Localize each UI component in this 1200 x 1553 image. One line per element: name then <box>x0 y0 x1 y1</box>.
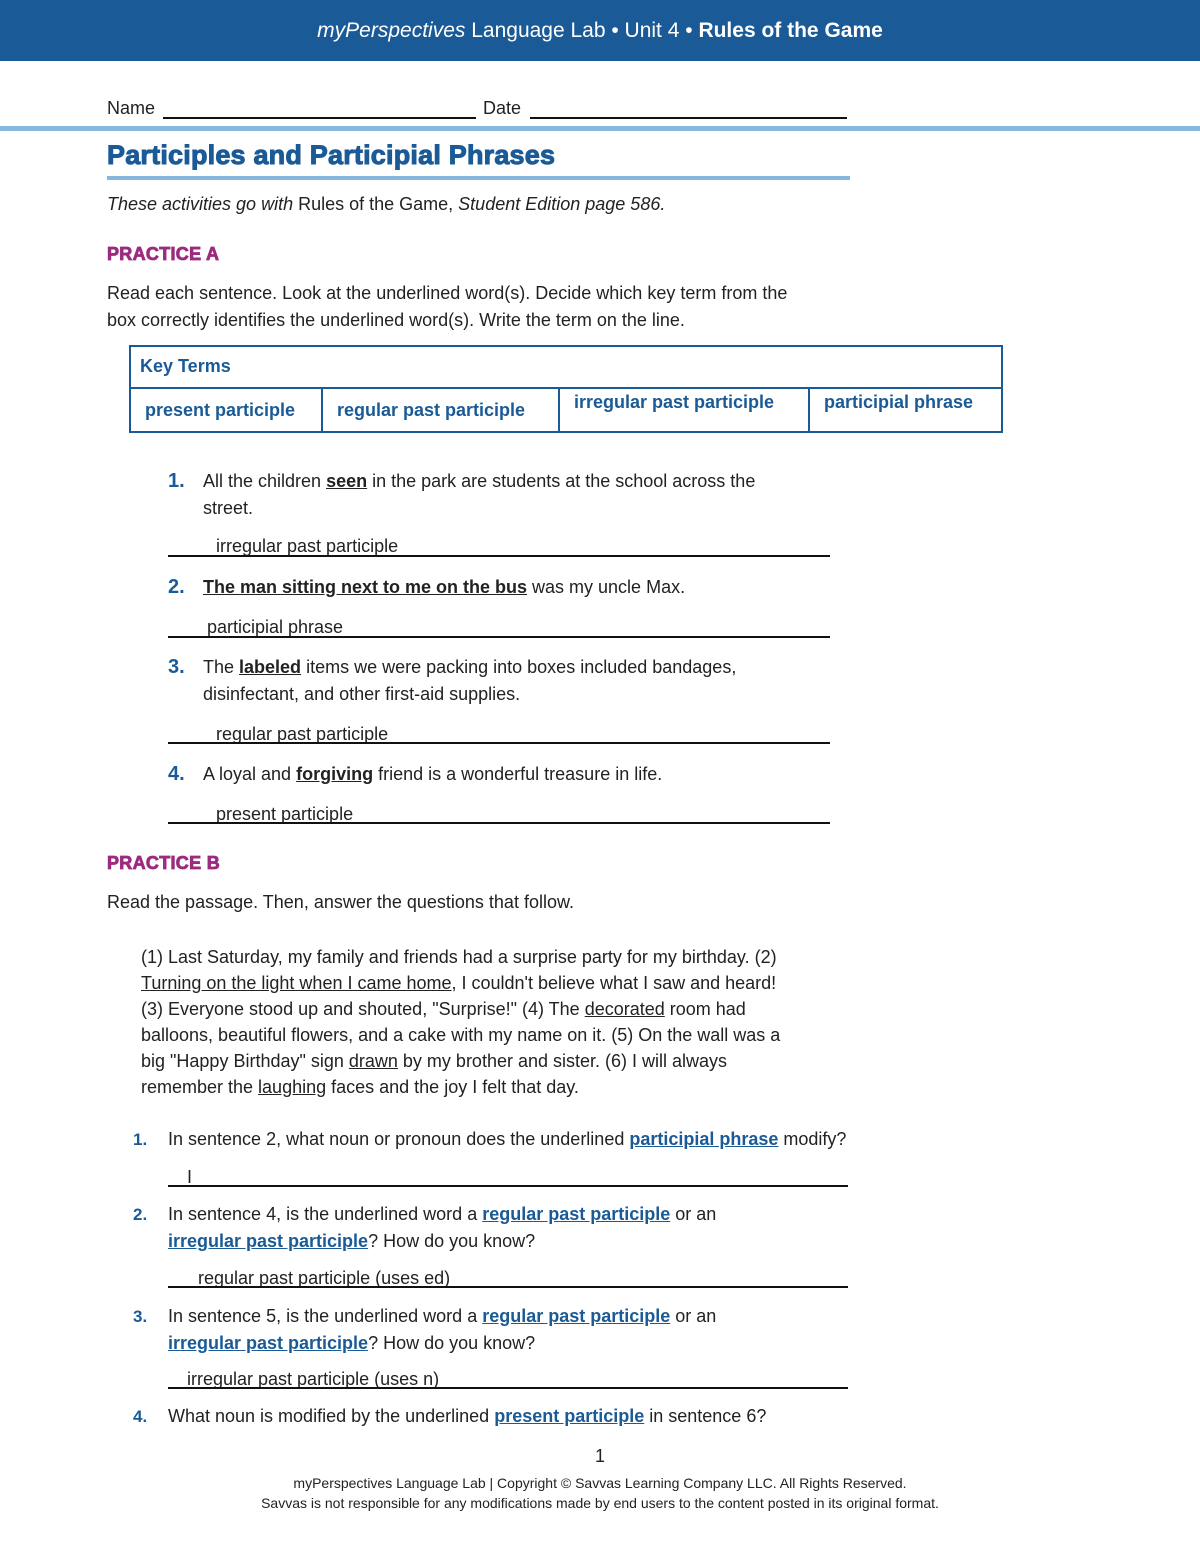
question-text: In sentence 5, is the underlined word a <box>168 1306 483 1326</box>
header-banner <box>0 0 1200 61</box>
answer-b3: irregular past participle (uses n) <box>187 1369 440 1389</box>
glossary-link[interactable]: regular past participle <box>482 1204 671 1224</box>
sentence-text: in the park are students at the school across the <box>367 471 756 491</box>
underlined-phrase: Turning on the light when I came home <box>141 973 452 993</box>
passage-line <box>141 1074 851 1100</box>
question-text: ? How do you know? <box>368 1333 536 1353</box>
question-2 <box>168 1201 716 1255</box>
glossary-link[interactable]: present participle <box>494 1406 645 1426</box>
practice-a-instructions <box>107 280 787 334</box>
intro-part1: These activities go with <box>107 194 294 214</box>
intro-selection: Rules of the Game, <box>293 194 454 214</box>
practice-b-instructions: Read the passage. Then, answer the questions that follow. <box>107 892 574 912</box>
underlined-word: laughing <box>258 1077 327 1097</box>
key-term-cell <box>131 389 321 431</box>
passage-text: remember the <box>141 1077 259 1097</box>
glossary-link[interactable]: regular past participle <box>482 1306 671 1326</box>
passage-line <box>141 996 851 1022</box>
item-number: 3. <box>168 656 185 678</box>
key-term: participial phrase <box>824 392 974 412</box>
key-term: regular past participle <box>337 400 526 420</box>
sentence-3 <box>203 654 736 708</box>
sentence-text: friend is a wonderful treasure in life. <box>373 764 663 784</box>
name-field[interactable] <box>163 117 476 119</box>
instructions-line-1: Read each sentence. Look at the underlined word(s). Decide which key term from the <box>107 283 788 303</box>
answer-4: present participle <box>216 804 354 824</box>
sentence-text: was my uncle Max. <box>527 577 686 597</box>
key-term-cell <box>323 389 558 431</box>
passage-text: faces and the joy I felt that day. <box>326 1077 579 1097</box>
question-3 <box>168 1303 716 1357</box>
key-term-cell <box>810 389 1001 431</box>
underlined-word: labeled <box>239 657 302 677</box>
answer-line-b1[interactable] <box>168 1185 848 1187</box>
passage-line: balloons, beautiful flowers, and a cake with my name on it. (5) On the wall was a <box>141 1025 781 1045</box>
question-number: 3. <box>133 1307 148 1326</box>
glossary-link[interactable]: irregular past participle <box>168 1231 369 1251</box>
passage-text: , I couldn't believe what I saw and heard! <box>451 973 777 993</box>
item-number: 2. <box>168 576 185 598</box>
item-number: 1. <box>168 470 185 492</box>
header-subtitle: Language Lab • Unit 4 • <box>465 19 699 42</box>
practice-b-heading: PRACTICE B <box>107 853 221 873</box>
intro-text <box>107 194 665 215</box>
answer-line-3[interactable] <box>168 742 830 744</box>
header-divider <box>0 126 1200 131</box>
title-underline <box>107 176 850 180</box>
glossary-link[interactable]: irregular past participle <box>168 1333 369 1353</box>
sentence-4 <box>203 761 662 788</box>
question-text: or an <box>670 1204 717 1224</box>
answer-line-b3[interactable] <box>168 1387 848 1389</box>
answer-line-2[interactable] <box>168 636 830 638</box>
sentence-2 <box>203 574 685 601</box>
key-term-cell <box>560 389 808 431</box>
underlined-word: seen <box>326 471 368 491</box>
answer-3: regular past participle <box>216 724 389 744</box>
instructions-line-2: box correctly identifies the underlined word(s). Write the term on the line. <box>107 310 685 330</box>
sentence-text: street. <box>203 498 254 518</box>
disclaimer: Savvas is not responsible for any modifications made by end users to the content posted in its original format. <box>261 1495 939 1511</box>
underlined-word: drawn <box>348 1051 398 1071</box>
intro-part2: Student Edition page 586. <box>453 194 666 214</box>
question-1 <box>168 1126 846 1153</box>
question-text: What noun is modified by the underlined <box>168 1406 495 1426</box>
key-term: present participle <box>145 400 296 420</box>
passage-text: by my brother and sister. (6) I will always <box>397 1051 728 1071</box>
question-number: 4. <box>133 1407 148 1426</box>
page-number: 1 <box>594 1446 605 1466</box>
sentence-1 <box>203 468 755 522</box>
question-text: modify? <box>778 1129 847 1149</box>
question-4 <box>168 1403 766 1430</box>
sentence-text: items we were packing into boxes included bandages, <box>301 657 737 677</box>
sentence-text: All the children <box>203 471 327 491</box>
passage-text: room had <box>664 999 746 1019</box>
key-terms-label: Key Terms <box>140 356 231 376</box>
date-label: Date <box>483 98 522 118</box>
sentence-text: disinfectant, and other first-aid supplies. <box>203 684 521 704</box>
question-text: in sentence 6? <box>644 1406 767 1426</box>
passage-line <box>141 970 851 996</box>
passage <box>141 944 851 1100</box>
question-text: In sentence 2, what noun or pronoun does the underlined <box>168 1129 630 1149</box>
copyright: myPerspectives Language Lab | Copyright © Savvas Learning Company LLC. All Rights Reserved. <box>293 1475 907 1491</box>
question-number: 2. <box>133 1205 148 1224</box>
question-text: In sentence 4, is the underlined word a <box>168 1204 483 1224</box>
date-field[interactable] <box>530 117 847 119</box>
underlined-word: forgiving <box>296 764 374 784</box>
key-terms-header <box>131 347 1001 389</box>
passage-line: (1) Last Saturday, my family and friends had a surprise party for my birthday. (2) <box>141 947 777 967</box>
passage-text: big "Happy Birthday" sign <box>141 1051 349 1071</box>
answer-b1: I <box>187 1167 193 1187</box>
underlined-word: decorated <box>584 999 665 1019</box>
sentence-text: The <box>203 657 240 677</box>
answer-line-b2[interactable] <box>168 1286 848 1288</box>
passage-text: (3) Everyone stood up and shouted, "Surprise!" (4) The <box>141 999 585 1019</box>
underlined-phrase: The man sitting next to me on the bus <box>203 577 528 597</box>
answer-2: participial phrase <box>207 617 344 637</box>
glossary-link[interactable]: participial phrase <box>629 1129 779 1149</box>
passage-line <box>141 1048 851 1074</box>
brand-name: myPerspectives <box>317 19 466 42</box>
key-terms-box <box>129 345 1003 433</box>
unit-title: Rules of the Game <box>698 19 883 42</box>
answer-line-1[interactable] <box>168 555 830 557</box>
item-number: 4. <box>168 763 185 785</box>
practice-a-heading: PRACTICE A <box>107 244 220 264</box>
name-label: Name <box>107 98 156 118</box>
answer-line-4[interactable] <box>168 822 830 824</box>
key-term: irregular past participle <box>574 392 775 412</box>
page-title: Participles and Participial Phrases <box>107 140 556 170</box>
answer-1: irregular past participle <box>216 536 399 556</box>
question-text: ? How do you know? <box>368 1231 536 1251</box>
question-number: 1. <box>133 1130 148 1149</box>
question-text: or an <box>670 1306 717 1326</box>
sentence-text: A loyal and <box>203 764 297 784</box>
answer-b2: regular past participle (uses ed) <box>198 1268 451 1288</box>
